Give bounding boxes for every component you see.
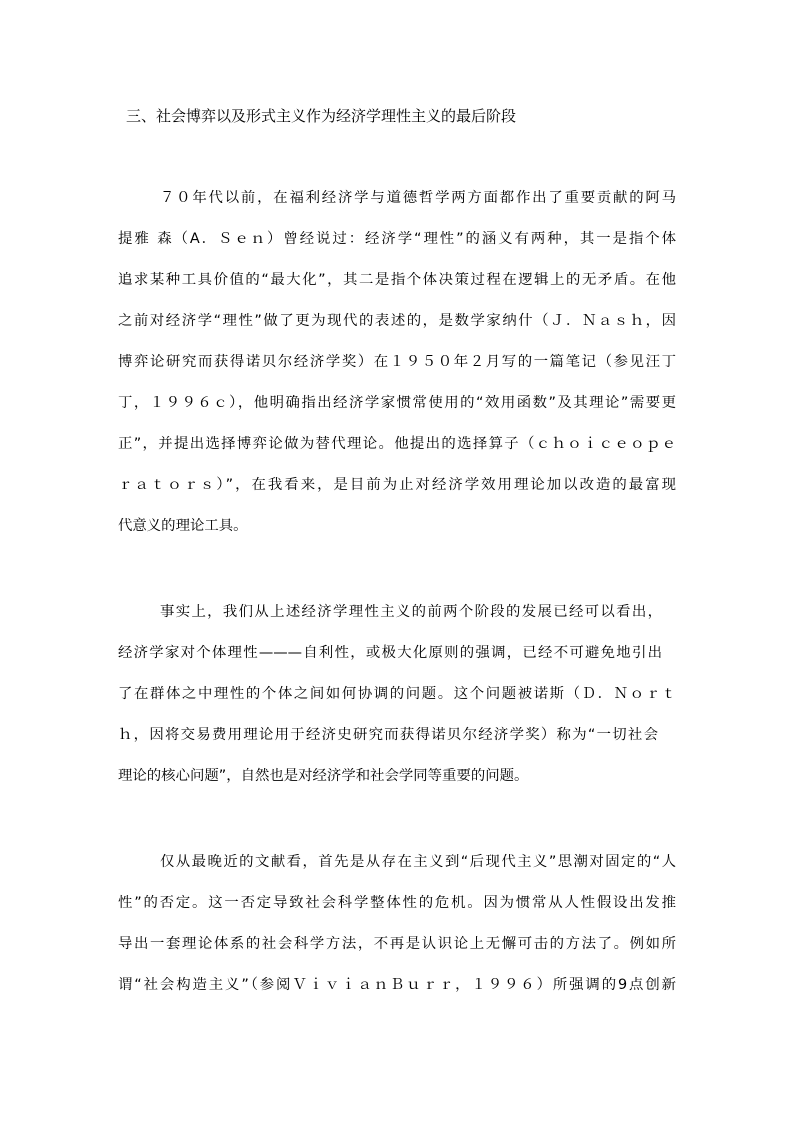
paragraph-line: 了在群体之中理性的个体之间如何协调的问题。这个问题被诺斯（Ｄ．Ｎｏｒｔ	[118, 686, 676, 702]
paragraph-line: 仅从最晚近的文献看，首先是从存在主义到“后现代主义”思潮对固定的“人	[160, 854, 676, 870]
paragraph-line: 性”的否定。这一否定导致社会科学整体性的危机。因为惯常从人性假设出发推	[118, 895, 676, 911]
paragraph-line: 导出一套理论体系的社会科学方法，不再是认识论上无懈可击的方法了。例如所	[118, 936, 676, 952]
paragraph-line: 正”，并提出选择博弈论做为替代理论。他提出的选择算子（ｃｈｏｉｃｅｏｐｅ	[118, 436, 676, 452]
paragraph-line: 之前对经济学“理性”做了更为现代的表述的，是数学家纳什（Ｊ．Ｎａｓｈ，因	[118, 313, 676, 329]
paragraph-line: 丁，１９９６ｃ），他明确指出经济学家惯常使用的“效用函数”及其理论”需要更	[118, 395, 676, 411]
paragraph-line: ｈ，因将交易费用理论用于经济史研究而获得诺贝尔经济学奖）称为“一切社会	[118, 727, 658, 743]
paragraph-line: 事实上，我们从上述经济学理性主义的前两个阶段的发展已经可以看出，	[160, 604, 662, 620]
paragraph-line: ｒａｔｏｒｓ）”，在我看来，是目前为止对经济学效用理论加以改造的最富现	[118, 477, 676, 493]
paragraph-line: ７０年代以前，在福利经济学与道德哲学两方面都作出了重要贡献的阿马	[160, 190, 676, 206]
section-heading: 三、社会博弈以及形式主义作为经济学理性主义的最后阶段	[126, 107, 517, 125]
paragraph-line: 谓“社会构造主义”（参阅ＶｉｖｉａｎＢｕｒｒ，１９９６）所强调的9点创新	[118, 977, 676, 993]
paragraph-line: 博弈论研究而获得诺贝尔经济学奖）在１９５０年２月写的一篇笔记（参见汪丁	[118, 354, 676, 370]
paragraph-line: 提雅 森（A．Ｓｅｎ）曾经说过：经济学“理性”的涵义有两种，其一是指个体	[118, 231, 676, 247]
paragraph-line: 经济学家对个体理性———自利性，或极大化原则的强调，已经不可避免地引出	[118, 645, 662, 661]
paragraph-line: 追求某种工具价值的“最大化”，其二是指个体决策过程在逻辑上的无矛盾。在他	[118, 272, 676, 288]
paragraph-line: 理论的核心问题”，自然也是对经济学和社会学同等重要的问题。	[118, 768, 529, 784]
paragraph-line: 代意义的理论工具。	[118, 518, 248, 534]
